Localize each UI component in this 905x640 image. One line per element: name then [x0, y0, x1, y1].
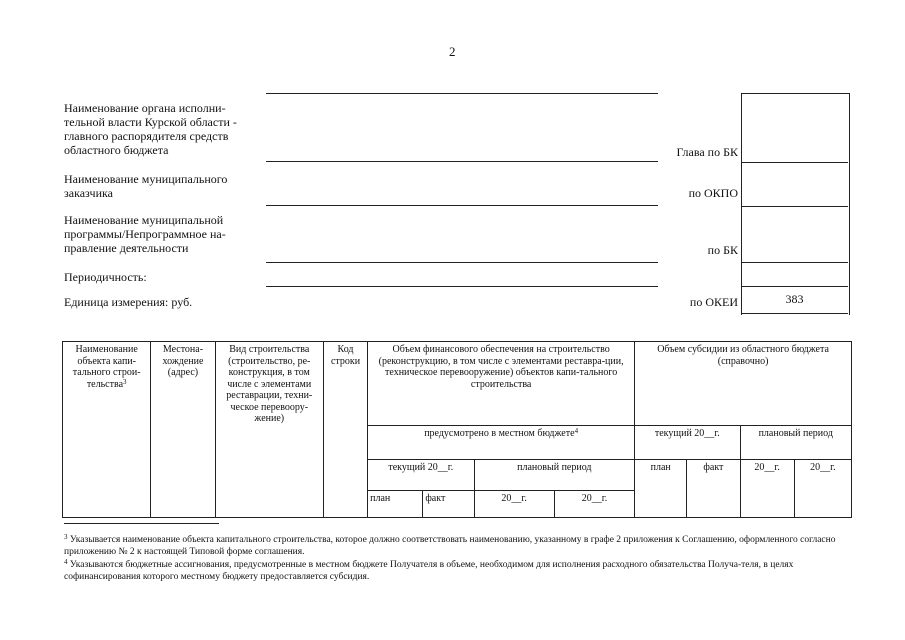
periodicity-fill-line[interactable] — [266, 286, 658, 287]
col-financing-header: Объем финансового обеспечения на строительство (реконструкцию, в том числе с элементами реставра-ции, техническое перевооружение) объектов капи-тального строительства — [368, 342, 635, 426]
col-object-name-header: Наименование объекта капи-тального строи-тельства$^3$ — [63, 342, 151, 518]
org-label-line: тельной власти Курской области - — [64, 115, 237, 129]
capital-construction-table — [62, 341, 852, 518]
local-year2-header: 20__г. — [554, 491, 634, 518]
bk-cell[interactable] — [741, 206, 848, 263]
bk-label: по БК — [707, 243, 738, 257]
okei-cell — [741, 286, 848, 314]
municipal-label-line: заказчика — [64, 186, 113, 200]
municipal-customer-label — [64, 172, 227, 200]
municipal-label-line: Наименование муниципального — [64, 172, 228, 186]
program-label — [64, 213, 226, 255]
okei-label: по ОКЕИ — [689, 295, 738, 309]
local-budget-header: предусмотрено в местном бюджете$^4$ — [368, 426, 635, 460]
program-label-line: Наименование муниципальной — [64, 213, 224, 227]
page-number: 2 — [449, 44, 456, 59]
subsidy-current-year-header: текущий 20__г. — [635, 426, 740, 460]
glava-bk-cell[interactable] — [741, 93, 848, 163]
program-fill-line[interactable] — [266, 262, 658, 263]
program-label-line: программы/Непрограммное на- — [64, 227, 226, 241]
periodicity-label: Периодичность: — [64, 270, 147, 284]
local-current-year-header: текущий 20__г. — [368, 460, 474, 491]
subsidy-year2-header: 20__г. — [794, 460, 851, 518]
subsidy-year1-header: 20__г. — [740, 460, 794, 518]
footnote-4 — [64, 559, 850, 583]
program-label-line: правление деятельности — [64, 241, 189, 255]
subsidy-planned-period-header: плановый период — [740, 426, 851, 460]
local-planned-period-header: плановый период — [474, 460, 635, 491]
top-fill-line — [266, 93, 658, 94]
local-plan-header: план — [368, 491, 423, 518]
footnote-3 — [64, 534, 850, 558]
local-year1-header: 20__г. — [474, 491, 554, 518]
subsidy-plan-header: план — [635, 460, 687, 518]
glava-bk-label: Глава по БК — [676, 145, 738, 159]
okpo-cell[interactable] — [741, 162, 848, 207]
col-construction-type-header: Вид строительства (строительство, ре-конструкция, в том числе с элементами реставрации, техни-ческое перевоору-жение) — [215, 342, 323, 518]
footnote-4-text: Указываются бюджетные ассигнования, предусмотренные в местном бюджете Получателя в объеме, необходимом для исполнения расходного обязательства Получа-теля, в целях софинансирования которого местному бюджету предоставляется субсидия. — [64, 560, 794, 582]
footnote-4-number: 4 — [64, 558, 68, 566]
subsidy-fact-header: факт — [687, 460, 740, 518]
footnote-3-number: 3 — [64, 533, 68, 541]
local-fact-header: факт — [423, 491, 474, 518]
footnote-3-text: Указывается наименование объекта капитального строительства, которое должно соответствовать наименованию, указанному в графе 2 приложения к Соглашению, оформленного согласно приложению № 2 к настоящей Типовой форме соглашения. — [64, 535, 836, 557]
col-location-header: Местона-хождение (адрес) — [151, 342, 215, 518]
org-label-line: областного бюджета — [64, 143, 169, 157]
periodicity-code-cell[interactable] — [741, 262, 848, 287]
col-subsidy-header: Объем субсидии из областного бюджета (справочно) — [635, 342, 852, 426]
org-label-line: главного распорядителя средств — [64, 129, 229, 143]
okpo-label: по ОКПО — [688, 186, 738, 200]
municipal-fill-line[interactable] — [266, 205, 658, 206]
org-label — [64, 101, 237, 157]
col-line-code-header: Код строки — [323, 342, 367, 518]
unit-label: Единица измерения: руб. — [64, 295, 193, 309]
org-fill-line[interactable] — [266, 161, 658, 162]
okei-value: 383 — [785, 292, 804, 306]
org-label-line: Наименование органа исполни- — [64, 101, 226, 115]
footnote-rule — [64, 523, 219, 524]
